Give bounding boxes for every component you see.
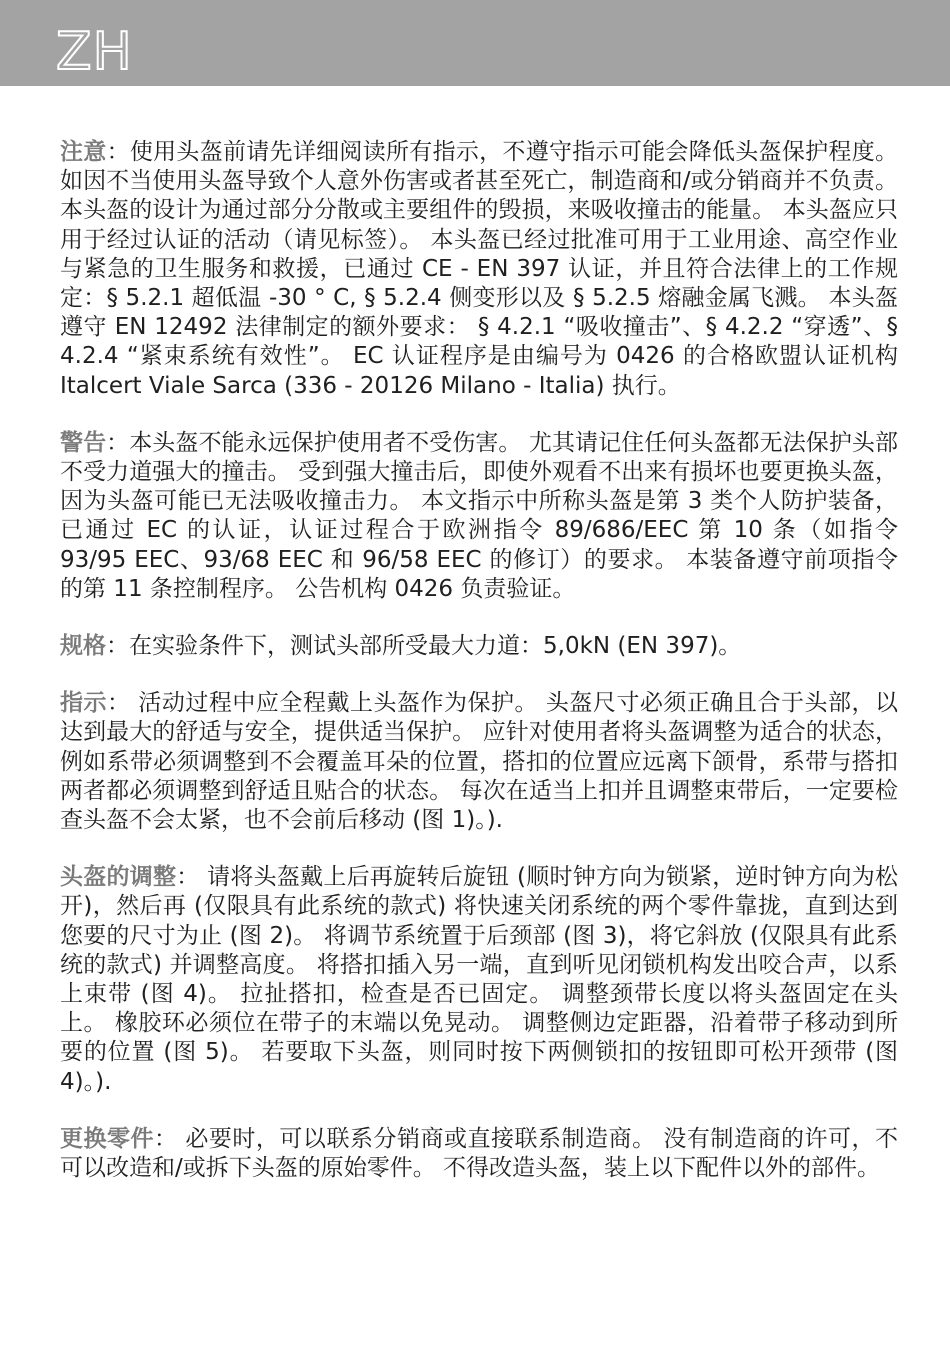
- language-code: ZH: [56, 22, 133, 82]
- section-text: ： 请将头盔戴上后再旋转后旋钮 (顺时钟方向为锁紧，逆时钟方向为松开)，然后再 (仅限具有此系统的款式) 将快速关闭系统的两个零件靠拢，直到达到您要的尺寸为止 (图 2)。 将调节系统置于后颈部 (图 3)，将它斜放 (仅限具有此系统的款式) 并调整高度。 将搭扣插入另一端，直到听见闭锁机构发出咬合声，以系上束带 (图 4)。 拉扯搭扣，检查是否已固定。 调整颈带长度以将头盔固定在头上。 橡胶环必须位在带子的末端以免晃动。 调整侧边定距器，沿着带子移动到所要的位置 (图 5)。 若要取下头盔，则同时按下两侧锁扣的按钮即可松开颈带 (图 4)。).: [60, 864, 898, 1095]
- section-caution: [60, 138, 898, 401]
- header-band: [0, 0, 950, 86]
- section-label: 注意: [60, 139, 107, 165]
- section-label: 指示: [60, 690, 108, 717]
- section-adjustment: [60, 863, 898, 1097]
- section-warning: [60, 429, 898, 604]
- document-body: [60, 138, 898, 1183]
- section-label: 头盔的调整: [60, 864, 177, 891]
- section-label: 警告: [60, 429, 107, 456]
- section-text: ：在实验条件下，测试头部所受最大力道：5,0kN (EN 397)。: [106, 633, 742, 660]
- section-specifications: [60, 632, 898, 661]
- section-text: ：本头盔不能永远保护使用者不受伤害。 尤其请记住任何头盔都无法保护头部不受力道强大的撞击。 受到强大撞击后，即使外观看不出来有损坏也要更换头盔，因为头盔可能已无法吸收撞击力。 本文指示中所称头盔是第 3 类个人防护装备，已通过 EC 的认证，认证过程合于欧洲指令 89/686/EEC 第 10 条（如指令 93/95 EEC、93/68 EEC 和 96/58 EEC 的修订）的要求。 本装备遵守前项指令的第 11 条控制程序。 公告机构 0426 负责验证。: [60, 429, 899, 602]
- section-text: ： 活动过程中应全程戴上头盔作为保护。 头盔尺寸必须正确且合于头部，以达到最大的舒适与安全，提供适当保护。 应针对使用者将头盔调整为适合的状态，例如系带必须调整到不会覆盖耳朵的位置，搭扣的位置应远离下颌骨，系带与搭扣两者都必须调整到舒适且贴合的状态。 每次在适当上扣并且调整束带后，一定要检查头盔不会太紧，也不会前后移动 (图 1)。).: [60, 690, 899, 834]
- section-replacement-parts: [60, 1125, 898, 1183]
- section-label: 规格: [60, 633, 106, 660]
- section-text: ： 必要时，可以联系分销商或直接联系制造商。 没有制造商的许可，不可以改造和/或拆下头盔的原始零件。 不得改造头盔，装上以下配件以外的部件。: [60, 1125, 899, 1182]
- section-label: 更换零件: [60, 1125, 155, 1152]
- section-instructions: [60, 689, 898, 835]
- section-text: ：使用头盔前请先详细阅读所有指示，不遵守指示可能会降低头盔保护程度。 如因不当使用头盔导致个人意外伤害或者甚至死亡，制造商和/或分销商并不负责。 本头盔的设计为通过部分分散或主要组件的毁损，来吸收撞击的能量。 本头盔应只用于经过认证的活动（请见标签）。 本头盔已经过批准可用于工业用途、高空作业与紧急的卫生服务和救援，已通过 CE - EN 397 认证，并且符合法律上的工作规定：§ 5.2.1 超低温 -30 ° C, § 5.2.4 侧变形以及 § 5.2.5 熔融金属飞溅。 本头盔遵守 EN 12492 法律制定的额外要求： § 4.2.1 “吸收撞击”、§ 4.2.2 “穿透”、§ 4.2.4 “紧束系统有效性”。 EC 认证程序是由编号为 0426 的合格欧盟认证机构 Italcert Viale Sarca (336 - 20126 Milano - Italia) 执行。: [60, 139, 899, 399]
